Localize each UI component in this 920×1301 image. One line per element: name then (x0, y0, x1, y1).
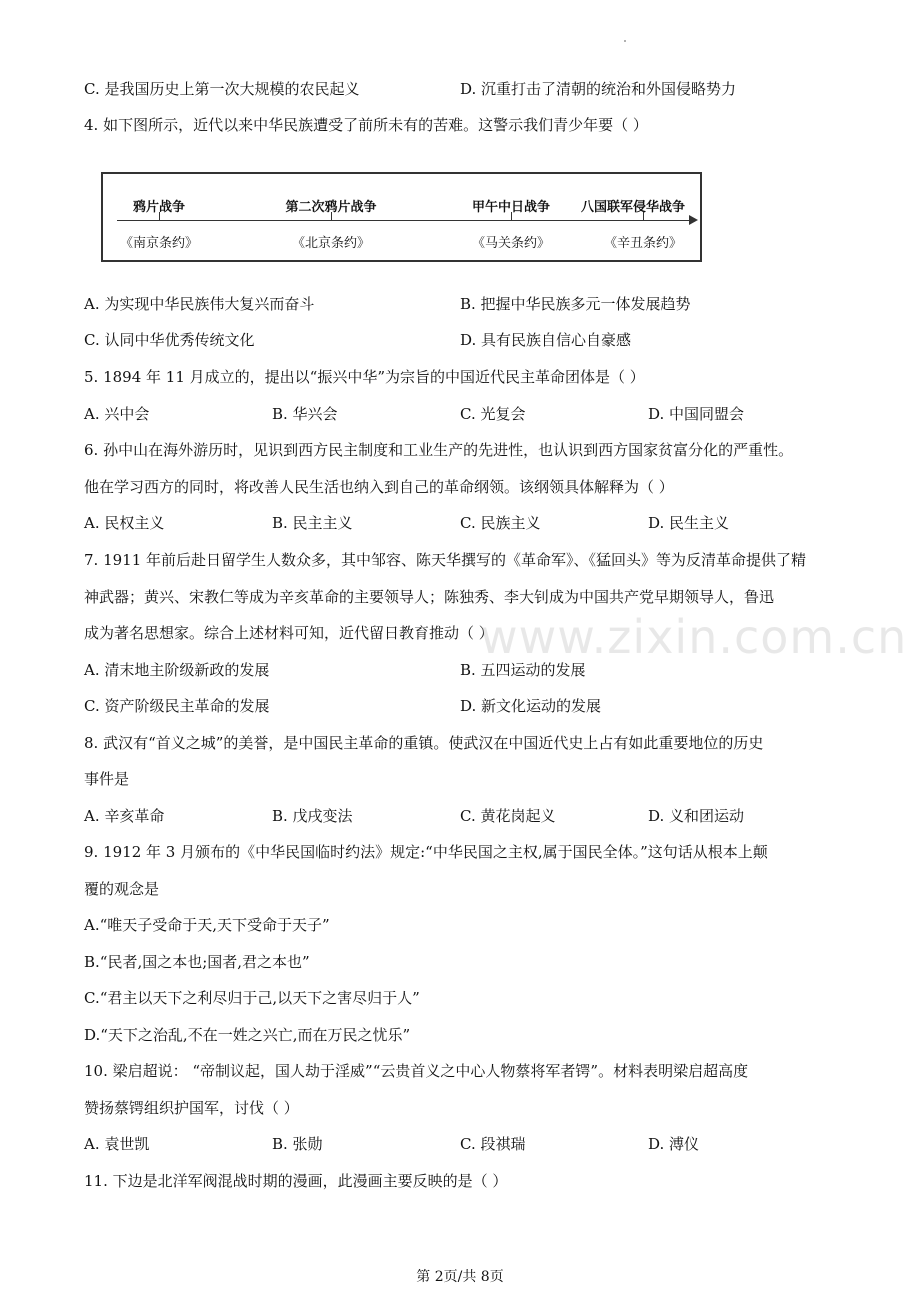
q8-option-c: C. 黄花岗起义 (460, 807, 556, 825)
q3-option-c: C. 是我国历史上第一次大规模的农民起义 (84, 80, 360, 98)
q9-stem-line-1: 9. 1912 年 3 月颁布的《中华民国临时约法》规定:“中华民国之主权,属于国民全体。”这句话从根本上颠 (84, 843, 768, 861)
q10-option-a: A. 袁世凯 (84, 1135, 150, 1153)
q5-option-c: C. 光复会 (460, 405, 526, 423)
timeline-war-1: 鸦片战争 (132, 200, 186, 215)
q8-stem-line-2: 事件是 (84, 770, 130, 788)
q4-stem: 4. 如下图所示，近代以来中华民族遭受了前所未有的苦难。这警示我们青少年要（ ） (84, 116, 648, 134)
timeline-treaty-1: 《南京条约》 (119, 236, 199, 251)
timeline-treaty-2: 《北京条约》 (291, 236, 371, 251)
q9-option-a: A.“唯天子受命于天,天下受命于天子” (84, 916, 330, 934)
q10-option-b: B. 张勋 (272, 1135, 323, 1153)
q5-option-d: D. 中国同盟会 (648, 405, 745, 423)
q10-stem-line-1: 10. 梁启超说： “帝制议起，国人劫于淫威”“云贵首义之中心人物蔡将军者锷”。材料表明梁启超高度 (84, 1062, 749, 1080)
page-number-footer: 第 2页/共 8页 (416, 1269, 504, 1285)
q8-option-a: A. 辛亥革命 (84, 807, 165, 825)
q5-stem: 5. 1894 年 11 月成立的，提出以“振兴中华”为宗旨的中国近代民主革命团体是（ ） (84, 368, 645, 386)
q6-option-a: A. 民权主义 (84, 514, 165, 532)
watermark: www.zixin.com.cn (480, 610, 908, 664)
q9-option-c: C.“君主以天下之利尽归于己,以天下之害尽归于人” (84, 989, 420, 1007)
timeline-war-2: 第二次鸦片战争 (285, 200, 377, 215)
q6-stem-line-1: 6. 孙中山在海外游历时，见识到西方民主制度和工业生产的先进性，也认识到西方国家贫富分化的严重性。 (84, 441, 794, 459)
q7-option-d: D. 新文化运动的发展 (460, 697, 602, 715)
page-speck (624, 40, 626, 42)
q3-option-d: D. 沉重打击了清朝的统治和外国侵略势力 (460, 80, 737, 98)
q7-stem-line-2: 神武器；黄兴、宋教仁等成为辛亥革命的主要领导人；陈独秀、李大钊成为中国共产党早期领导人，鲁迅 (84, 588, 775, 606)
q8-stem-line-1: 8. 武汉有“首义之城”的美誉，是中国民主革命的重镇。使武汉在中国近代史上占有如此重要地位的历史 (84, 734, 764, 752)
q6-option-d: D. 民生主义 (648, 514, 730, 532)
q6-option-c: C. 民族主义 (460, 514, 541, 532)
q4-option-d: D. 具有民族自信心自豪感 (460, 331, 632, 349)
q8-option-b: B. 戊戌变法 (272, 807, 353, 825)
q8-option-d: D. 义和团运动 (648, 807, 745, 825)
q9-option-d: D.“天下之治乱,不在一姓之兴亡,而在万民之忧乐” (84, 1026, 411, 1044)
timeline-war-4: 八国联军侵华战争 (580, 200, 686, 215)
q7-option-c: C. 资产阶级民主革命的发展 (84, 697, 270, 715)
q9-stem-line-2: 覆的观念是 (84, 880, 160, 898)
q6-option-b: B. 民主主义 (272, 514, 353, 532)
q7-option-b: B. 五四运动的发展 (460, 661, 586, 679)
q5-option-b: B. 华兴会 (272, 405, 338, 423)
q7-stem-line-3: 成为著名思想家。综合上述材料可知，近代留日教育推动（ ） (84, 624, 494, 642)
q5-option-a: A. 兴中会 (84, 405, 150, 423)
q11-stem: 11. 下边是北洋军阀混战时期的漫画，此漫画主要反映的是（ ） (84, 1172, 508, 1190)
q4-option-a: A. 为实现中华民族伟大复兴而奋斗 (84, 295, 315, 313)
timeline-treaty-3: 《马关条约》 (471, 236, 551, 251)
timeline-war-3: 甲午中日战争 (471, 200, 551, 215)
q10-option-c: C. 段祺瑞 (460, 1135, 526, 1153)
q4-option-b: B. 把握中华民族多元一体发展趋势 (460, 295, 691, 313)
q9-option-b: B.“民者,国之本也;国者,君之本也” (84, 953, 310, 971)
q7-stem-line-1: 7. 1911 年前后赴日留学生人数众多，其中邹容、陈天华撰写的《革命军》、《猛回头》等为反清革命提供了精 (84, 551, 807, 569)
q10-option-d: D. 溥仪 (648, 1135, 700, 1153)
timeline-axis (117, 220, 694, 221)
timeline-treaty-4: 《辛丑条约》 (603, 236, 683, 251)
q6-stem-line-2: 他在学习西方的同时，将改善人民生活也纳入到自己的革命纲领。该纲领具体解释为（ ） (84, 478, 674, 496)
q7-option-a: A. 清末地主阶级新政的发展 (84, 661, 270, 679)
q4-option-c: C. 认同中华优秀传统文化 (84, 331, 255, 349)
timeline-arrow (689, 215, 698, 225)
q10-stem-line-2: 赞扬蔡锷组织护国军，讨伐（ ） (84, 1099, 299, 1117)
q4-timeline-figure (101, 172, 702, 262)
